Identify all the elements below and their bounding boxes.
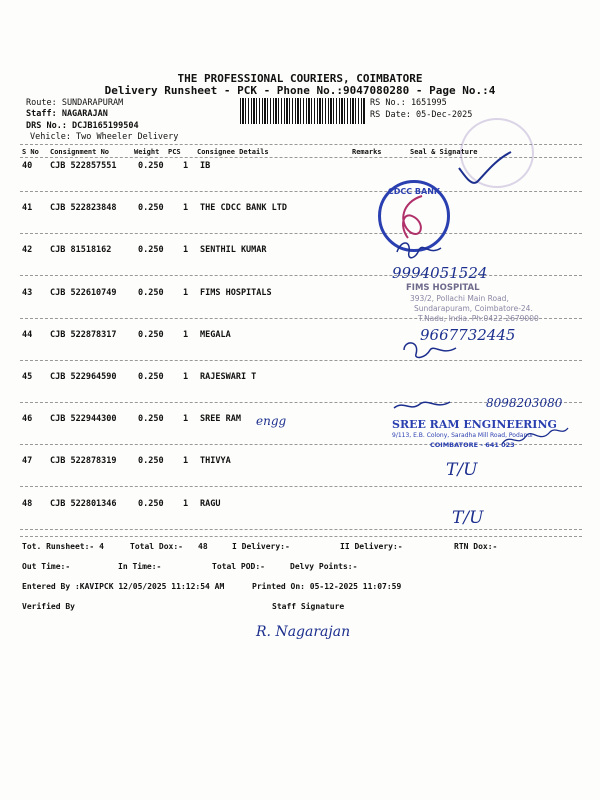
row-consignment: CJB 522878319 xyxy=(50,456,117,466)
row-consignment: CJB 522801346 xyxy=(50,499,117,509)
row-sno: 46 xyxy=(22,414,33,424)
col-consignee: Consignee Details xyxy=(197,148,269,156)
row-divider xyxy=(20,275,582,276)
row-weight: 0.250 xyxy=(138,372,164,382)
ragu-tu-mark: T/U xyxy=(452,508,484,528)
row-sno: 41 xyxy=(22,203,33,213)
cdcc-signature xyxy=(392,192,432,242)
fims-stamp-line4: T.Nadu, India. Ph:0422-2679000 xyxy=(418,314,539,323)
row-consignee: THE CDCC BANK LTD xyxy=(200,203,287,213)
rs-date: RS Date: 05-Dec-2025 xyxy=(370,110,473,120)
row-consignee: IB xyxy=(200,161,211,171)
row-pcs: 1 xyxy=(183,456,189,466)
entered-by: Entered By :KAVIPCK 12/05/2025 11:12:54 AM xyxy=(22,582,225,591)
row-weight: 0.250 xyxy=(138,499,164,509)
row-weight: 0.250 xyxy=(138,161,164,171)
row-consignment: CJB 522964590 xyxy=(50,372,117,382)
row-sno: 45 xyxy=(22,372,33,382)
total-dox-label: Total Dox:- xyxy=(130,542,183,551)
col-pcs: PCS xyxy=(168,148,181,156)
row-pcs: 1 xyxy=(183,499,189,509)
row-consignee: RAGU xyxy=(200,499,221,509)
row-pcs: 1 xyxy=(183,372,189,382)
rs-number: RS No.: 1651995 xyxy=(370,98,447,108)
row-pcs: 1 xyxy=(183,288,189,298)
row-weight: 0.250 xyxy=(138,330,164,340)
in-time: In Time:- xyxy=(118,562,162,571)
col-remarks: Remarks xyxy=(352,148,382,156)
sree-ram-stamp-address: 9/113, E.B. Colony, Saradha Mill Road, Podanur xyxy=(392,432,534,439)
i-delivery: I Delivery:- xyxy=(232,542,290,551)
col-weight: Weight xyxy=(134,148,160,156)
drs-number: DRS No.: DCJB165199504 xyxy=(26,121,139,131)
out-time: Out Time:- xyxy=(22,562,71,571)
row-weight: 0.250 xyxy=(138,288,164,298)
row-pcs: 1 xyxy=(183,203,189,213)
row-sno: 44 xyxy=(22,330,33,340)
row-consignment: CJB 522944300 xyxy=(50,414,117,424)
cdcc-stamp-text: CDCC BANK xyxy=(387,187,441,196)
row-sno: 40 xyxy=(22,161,33,171)
verified-by: Verified By xyxy=(22,602,75,611)
row-consignment: CJB 522878317 xyxy=(50,330,117,340)
megala-signature xyxy=(400,338,460,362)
row-weight: 0.250 xyxy=(138,203,164,213)
senthil-signature xyxy=(395,238,445,262)
row-consignment: CJB 522857551 xyxy=(50,161,117,171)
delvy-points: Delvy Points:- xyxy=(290,562,358,571)
row-consignment: CJB 522610749 xyxy=(50,288,117,298)
thivya-tu-mark: T/U xyxy=(446,460,478,480)
row-divider xyxy=(20,191,582,192)
row-consignee: FIMS HOSPITALS xyxy=(200,288,272,298)
fims-phone-handwritten: 9994051524 xyxy=(392,264,488,282)
total-pod: Total POD:- xyxy=(212,562,265,571)
tick-signature xyxy=(455,150,515,190)
row-consignment: CJB 81518162 xyxy=(50,245,112,255)
company-title: THE PROFESSIONAL COURIERS, COIMBATORE xyxy=(177,72,423,85)
rajeswari-phone-handwritten: 8098203080 xyxy=(486,396,563,410)
ii-delivery: II Delivery:- xyxy=(340,542,403,551)
col-sno: S No xyxy=(22,148,39,156)
row-pcs: 1 xyxy=(183,161,189,171)
col-signature: Seal & Signature xyxy=(410,148,478,156)
row-weight: 0.250 xyxy=(138,245,164,255)
row-divider xyxy=(20,233,582,234)
row-consignee: SENTHIL KUMAR xyxy=(200,245,267,255)
staff-handwritten-signature: R. Nagarajan xyxy=(256,624,351,640)
divider xyxy=(20,536,582,537)
staff-label: Staff: NAGARAJAN xyxy=(26,109,108,119)
total-dox-value: 48 xyxy=(198,542,208,551)
sree-ram-signature xyxy=(500,420,570,450)
row-pcs: 1 xyxy=(183,414,189,424)
row-weight: 0.250 xyxy=(138,414,164,424)
sree-ram-stamp-title: SREE RAM ENGINEERING xyxy=(392,418,557,431)
row-consignee: MEGALA xyxy=(200,330,231,340)
row-divider xyxy=(20,529,582,530)
tot-runsheet: Tot. Runsheet:- 4 xyxy=(22,542,104,551)
row-sno: 43 xyxy=(22,288,33,298)
staff-signature-label: Staff Signature xyxy=(272,602,345,611)
row-consignee: RAJESWARI T xyxy=(200,372,257,382)
megala-phone-handwritten: 9667732445 xyxy=(420,326,516,344)
row-pcs: 1 xyxy=(183,330,189,340)
runsheet-subtitle: Delivery Runsheet - PCK - Phone No.:9047080280 - Page No.:4 xyxy=(104,84,496,97)
printed-on: Printed On: 05-12-2025 11:07:59 xyxy=(252,582,402,591)
row-consignee: THIVYA xyxy=(200,456,231,466)
rajeswari-signature xyxy=(392,398,452,414)
rtn-dox: RTN Dox:- xyxy=(454,542,498,551)
fims-stamp-line1: FIMS HOSPITAL xyxy=(406,283,480,293)
col-consignment: Consignment No xyxy=(50,148,110,156)
row-divider xyxy=(20,360,582,361)
vehicle-label: Vehicle: Two Wheeler Delivery xyxy=(30,132,179,142)
sree-ram-stamp-city: COIMBATORE - 641 023 xyxy=(430,441,515,449)
row-consignee: SREE RAM xyxy=(200,414,241,424)
row-divider xyxy=(20,486,582,487)
fims-stamp-line2: 393/2, Pollachi Main Road, xyxy=(410,294,509,303)
row-sno: 48 xyxy=(22,499,33,509)
route-label: Route: SUNDARAPURAM xyxy=(26,98,124,108)
row-consignment: CJB 522823848 xyxy=(50,203,117,213)
fims-stamp-line3: Sundarapuram, Coimbatore-24. xyxy=(414,304,533,313)
barcode xyxy=(240,98,366,124)
row-pcs: 1 xyxy=(183,245,189,255)
sree-ram-note: engg xyxy=(256,414,287,428)
row-sno: 47 xyxy=(22,456,33,466)
row-weight: 0.250 xyxy=(138,456,164,466)
row-sno: 42 xyxy=(22,245,33,255)
